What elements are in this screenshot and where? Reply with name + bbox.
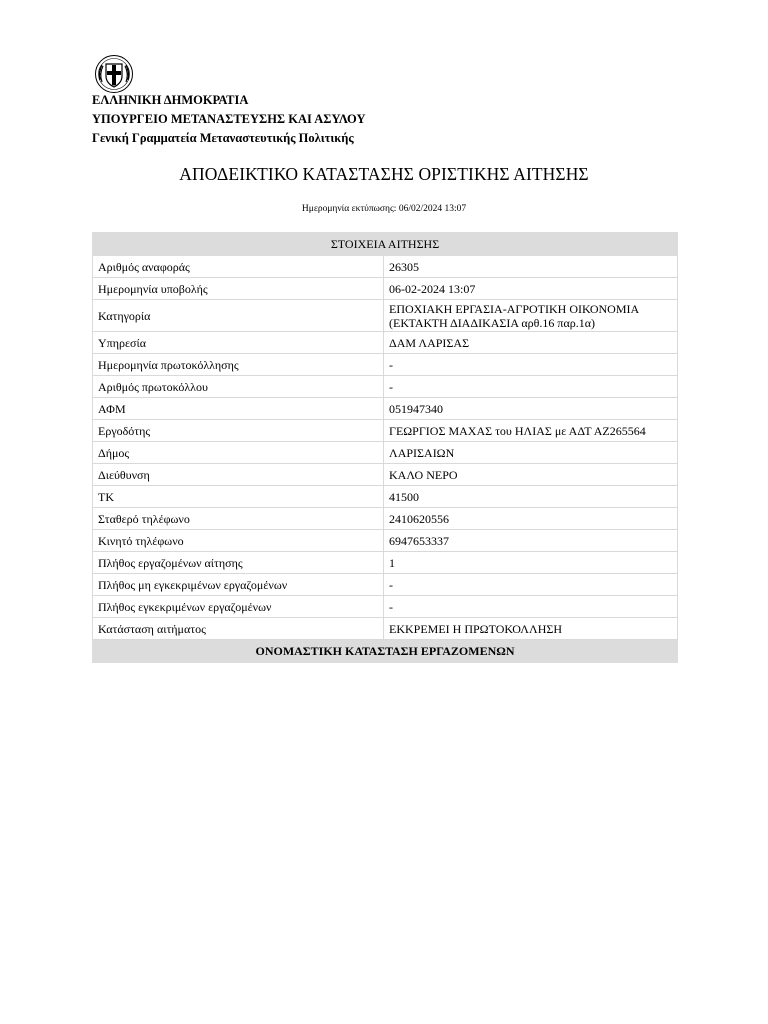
field-label: Ημερομηνία υποβολής: [93, 278, 384, 300]
field-value: 06-02-2024 13:07: [389, 281, 476, 296]
field-value-cell: [384, 464, 678, 486]
field-label: Σταθερό τηλέφωνο: [93, 508, 384, 530]
field-value: 2410620556: [389, 511, 449, 526]
field-value: ΚΑΛΟ ΝΕΡΟ: [389, 467, 458, 482]
field-label: Κινητό τηλέφωνο: [93, 530, 384, 552]
field-value-cell: [384, 618, 678, 640]
field-value: -: [389, 577, 393, 592]
field-value-cell: [384, 420, 678, 442]
field-value-cell: [384, 574, 678, 596]
field-value: ΛΑΡΙΣΑΙΩΝ: [389, 445, 455, 460]
field-value-cell: [384, 256, 678, 278]
field-value-cell: [384, 530, 678, 552]
header-republic: ΕΛΛΗΝΙΚΗ ΔΗΜΟΚΡΑΤΙΑ: [92, 93, 249, 107]
table-row: [93, 332, 678, 354]
table-row: [93, 464, 678, 486]
section-title: ΟΝΟΜΑΣΤΙΚΗ ΚΑΤΑΣΤΑΣΗ ΕΡΓΑΖΟΜΕΝΩΝ: [93, 640, 678, 663]
section-header-employees: [93, 640, 678, 663]
field-label: Διεύθυνση: [93, 464, 384, 486]
field-value: -: [389, 599, 393, 614]
print-date-value: 06/02/2024 13:07: [398, 204, 467, 214]
field-value: ΔΑΜ ΛΑΡΙΣΑΣ: [389, 335, 470, 350]
field-label: Κατάσταση αιτήματος: [93, 618, 384, 640]
table-row: [93, 300, 678, 332]
table-row: [93, 420, 678, 442]
field-value-cell: [384, 486, 678, 508]
field-label: Υπηρεσία: [93, 332, 384, 354]
document-title: ΑΠΟΔΕΙΚΤΙΚΟ ΚΑΤΑΣΤΑΣΗΣ ΟΡΙΣΤΙΚΗΣ ΑΙΤΗΣΗΣ: [179, 164, 589, 184]
section-title: ΣΤΟΙΧΕΙΑ ΑΙΤΗΣΗΣ: [93, 233, 678, 256]
header-secretariat: Γενική Γραμματεία Μεταναστευτικής Πολιτικής: [92, 131, 354, 145]
field-value: ΕΠΟΧΙΑΚΗ ΕΡΓΑΣΙΑ-ΑΓΡΟΤΙΚΗ ΟΙΚΟΝΟΜΙΑ (ΕΚΤΑΚΤΗ ΔΙΑΔΙΚΑΣΙΑ αρθ.16 παρ.1α): [389, 301, 640, 330]
field-value-cell: [384, 300, 678, 332]
header-ministry: ΥΠΟΥΡΓΕΙΟ ΜΕΤΑΝΑΣΤΕΥΣΗΣ ΚΑΙ ΑΣΥΛΟΥ: [92, 112, 366, 126]
table-row: [93, 398, 678, 420]
field-value-cell: [384, 278, 678, 300]
table-row: [93, 376, 678, 398]
field-label: Εργοδότης: [93, 420, 384, 442]
application-details-table: [92, 232, 678, 663]
table-row: [93, 442, 678, 464]
field-label: Αριθμός αναφοράς: [93, 256, 384, 278]
field-value-cell: [384, 442, 678, 464]
table-row: [93, 486, 678, 508]
field-label: Αριθμός πρωτοκόλλου: [93, 376, 384, 398]
field-value: 051947340: [389, 401, 443, 416]
field-value-cell: [384, 596, 678, 618]
field-value: ΓΕΩΡΓΙΟΣ ΜΑΧΑΣ του ΗΛΙΑΣ με ΑΔΤ ΑΖ265564: [389, 423, 646, 438]
field-label: Πλήθος εγκεκριμένων εργαζομένων: [93, 596, 384, 618]
field-value: 26305: [389, 259, 419, 274]
field-value-cell: [384, 508, 678, 530]
table-row: [93, 278, 678, 300]
field-value: ΕΚΚΡΕΜΕΙ Η ΠΡΩΤΟΚΟΛΛΗΣΗ: [389, 621, 563, 636]
table-row: [93, 596, 678, 618]
field-label: Πλήθος εργαζομένων αίτησης: [93, 552, 384, 574]
field-value-cell: [384, 552, 678, 574]
field-value-cell: [384, 354, 678, 376]
field-value: 6947653337: [389, 533, 449, 548]
print-date: [0, 203, 768, 215]
table-row: [93, 256, 678, 278]
field-label: Κατηγορία: [93, 300, 384, 332]
field-value: -: [389, 379, 393, 394]
table-row: [93, 508, 678, 530]
table-row: [93, 618, 678, 640]
field-label: Πλήθος μη εγκεκριμένων εργαζομένων: [93, 574, 384, 596]
field-value: 41500: [389, 489, 419, 504]
field-label: Δήμος: [93, 442, 384, 464]
issuing-authority: [92, 91, 366, 148]
field-value-cell: [384, 376, 678, 398]
field-value-cell: [384, 332, 678, 354]
field-label: ΤΚ: [93, 486, 384, 508]
table-row: [93, 574, 678, 596]
field-label: Ημερομηνία πρωτοκόλλησης: [93, 354, 384, 376]
section-header-application: [93, 233, 678, 256]
field-value: -: [389, 357, 393, 372]
table-row: [93, 552, 678, 574]
coat-of-arms-icon: [94, 54, 134, 94]
print-date-label: Ημερομηνία εκτύπωσης:: [301, 204, 397, 214]
field-label: ΑΦΜ: [93, 398, 384, 420]
table-row: [93, 530, 678, 552]
field-value-cell: [384, 398, 678, 420]
table-row: [93, 354, 678, 376]
field-value: 1: [389, 555, 395, 570]
